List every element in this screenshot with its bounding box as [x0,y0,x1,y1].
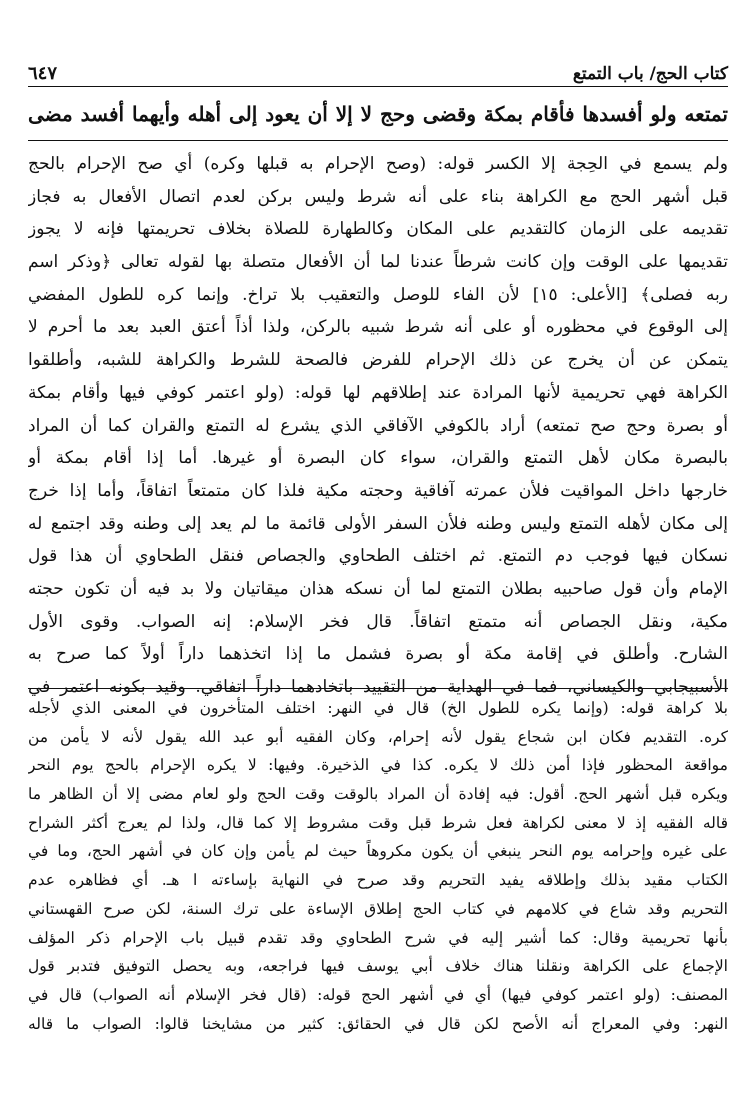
footnote-block [28,694,728,1038]
footnote-line: بلا كراهة قوله: (وإنما يكره للطول الخ) قال في النهر: اختلف المتأخرون في المعنى الذي لأجله [28,699,728,717]
commentary-line: إلى مكان لأهله التمتع وليس وطنه فلأن السفر الأولى قائمة ما لم يعد إلى وطنه وقد اجتمع له [28,513,728,534]
commentary-line: ولم يسمع في الحِجة إلا الكسر قوله: (وصح الإحرام به قبلها وكره) أي صح الإحرام بالحج [28,154,728,174]
page-header [28,58,728,84]
commentary-line: ربه فصلى﴾ [الأعلى: ١٥] لأن الفاء للوصل والتعقيب بلا تراخ. وإنما كره للطول المفضي [28,284,728,305]
commentary-block [28,148,728,704]
header-rule [28,86,728,87]
footnote-line: مواقعة المحظور فإذا أمن ذلك لا يكره. كذا في الذخيرة. وفيها: لا يكره الإحرام بالحج يوم النحر [28,756,728,775]
commentary-line: خارجها داخل المواقيت فلأن عمرته آفاقية وحجته مكية فلذا كان متمتعاً اتفاقاً، وأما إذا خرج [28,480,728,501]
running-title: كتاب الحج/ باب التمتع [572,64,728,84]
footnote-line: بأنها تحريمية وقال: كما أشير إليه في شرح الطحاوي وقد تقدم قبيل باب الإحرام ذكر المؤلف [28,928,728,947]
footnote-line: التحريم وقد شاع في كلامهم في كتاب الحج إطلاق الإساءة على ترك السنة، لكن صرح القهستاني [28,899,728,918]
matn-text: تمتعه ولو أفسدها فأقام بمكة وقضى وحج لا إلا أن يعود إلى أهله وأيهما أفسد مضى [28,102,728,126]
commentary-line: الإمام وأن قول صاحبيه بطلان التمتع لما أن نسكه هذان ميقاتيان ولا بد فيه أن تكون حجته [28,578,728,599]
commentary-line: أو بصرة وحج صح تمتعه) أراد بالكوفي الآفاقي الذي يشرع له التمتع والقران كما أن المراد [28,415,728,436]
commentary-line: قبل أشهر الحج مع الكراهة بناء على أنه شرط وليس بركن لعدم اتصال الأفعال به فجاز [28,186,728,207]
footnote-line: قاله الفقيه إذ لا معنى لكراهة فعل شرط قبل وقت مشروط إلا كما قال، ولذا لم يعرج أكثر الشراح [28,813,728,832]
commentary-line: مكية، ونقل الجصاص أنه متمتع اتفاقاً. قال فخر الإسلام: إنه الصواب. وقوى الأول [28,611,728,632]
commentary-line: يتمكن عن أن يخرج عن ذلك الإحرام للفرض فالصحة للشرط والكراهة للشبه، وأطلقوا [28,350,728,371]
book-page [28,0,728,1094]
footnote-rule [28,688,728,689]
footnote-line: المصنف: (ولو اعتمر كوفي فيها) أي في أشهر الحج قوله: (قال فخر الإسلام أنه الصواب) قال في [28,985,728,1004]
commentary-line: بالبصرة مكان لأهل التمتع والقران، سواء كان البصرة أو غيرها. أما إذا أقام بمكة أو [28,448,728,469]
footnote-line: النهر: وفي المعراج أنه الأصح لكن قال في الحقائق: كثير من مشايخنا قالوا: الصواب ما قاله [28,1014,728,1033]
commentary-line: الشارح. وأطلق في إقامة مكة أو بصرة فشمل ما إذا اتخذهما داراً أولاً كما صرح به [28,644,728,665]
footnote-line: ويكره قبل أشهر الحج. أقول: فيه إفادة أن المراد بالوقت وقت الحج ولو لعام مضى إلا أن الظاهر ما [28,785,728,804]
page-number: ٦٤٧ [28,63,58,84]
commentary-line: تقديمه على الزمان كالتقديم على المكان وكالطهارة للصلاة بخلاف تحريمتها فإنه لا يجوز [28,219,728,240]
matn-rule [28,140,728,141]
commentary-line: تقديمها على الوقت وإن كانت شرطاً عندنا لما أن الأفعال متصلة بها لقوله تعالى ﴿وذكر اسم [28,252,728,273]
commentary-line: الأسبيجابي والكيساني، فما في الهداية من التقييد باتخادهما داراً اتفاقي. وقيد بكونه اعتمر في [28,677,728,697]
footnote-line: على غيره وإحرامه يوم النحر ينبغي أن يكون مكروهاً حيث لم يأمن وإن كان في أشهر الحج، وما في [28,842,728,861]
footnote-line: الإجماع على الكراهة ونقلنا هناك خلاف أبي يوسف فيها فراجعه، وبه يحصل التوفيق فتدبر قول [28,957,728,976]
footnote-line: كره. التقديم فكان ابن شجاع يقول لأنه إحرام، وكان الفقيه أبو عبد الله يقول لأنه لا يأمن من [28,727,728,746]
commentary-line: الكراهة فهي تحريمية لأنها المرادة عند إطلاقهم لها قوله: (ولو اعتمر كوفي فيها وأقام بمكة [28,382,728,403]
footnote-line: الكتاب مقيد بذلك وإطلاقه يفيد التحريم وقد صرح في النهاية بإساءته ا هـ. أي فظاهره عدم [28,871,728,890]
commentary-line: إلى الوقوع في محظوره أو على أنه شرط شبيه بالركن، ولذا أذاً أعتق العبد بعد ما أحرم لا [28,317,728,338]
commentary-line: نسكان فيها فوجب دم التمتع. ثم اختلف الطحاوي والجصاص فنقل الطحاوي أن هذا قول [28,546,728,567]
